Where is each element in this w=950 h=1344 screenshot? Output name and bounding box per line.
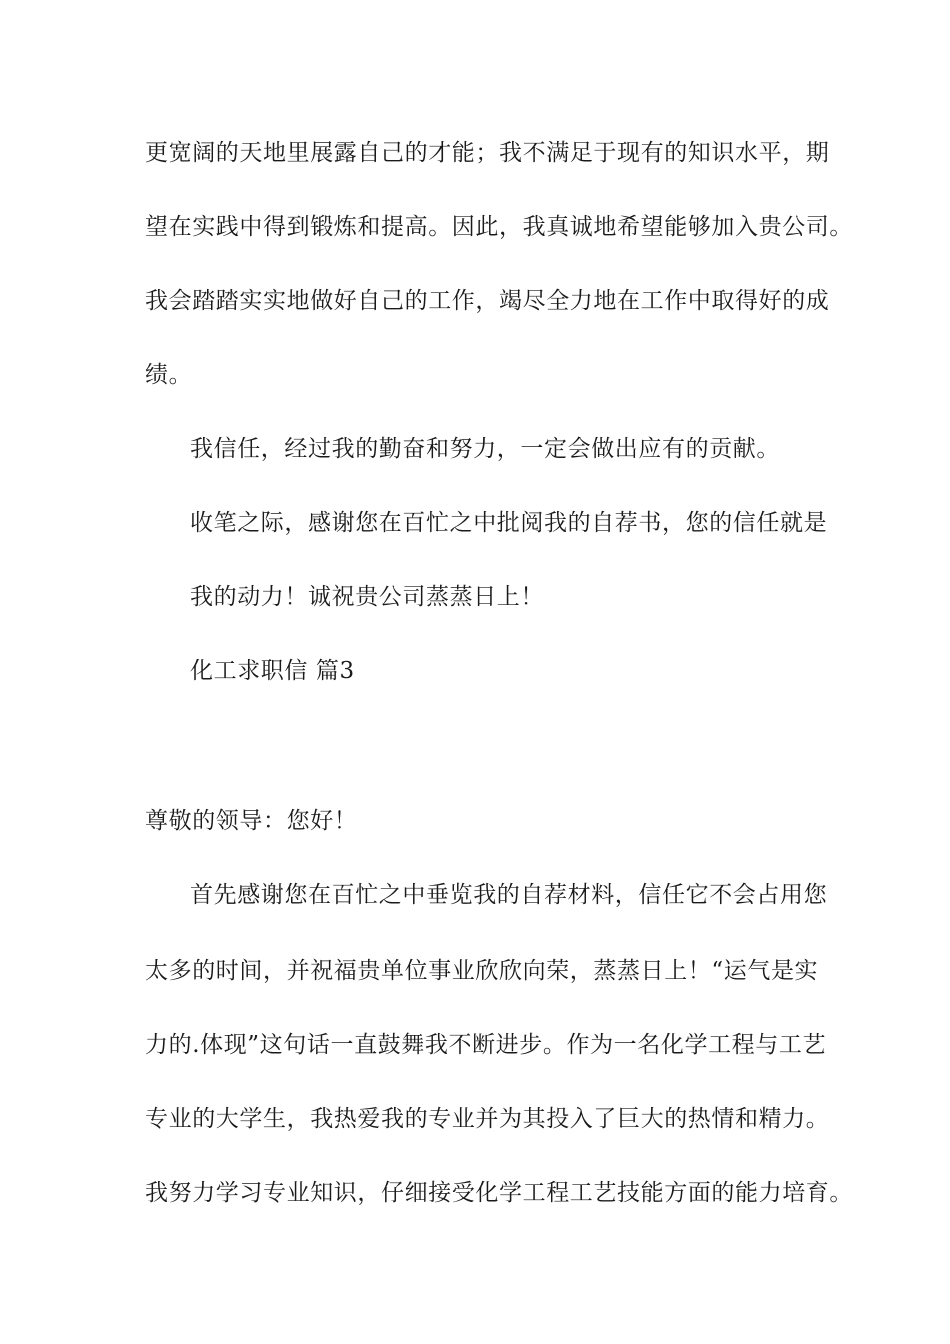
paragraph-line: 我努力学习专业知识，仔细接受化学工程工艺技能方面的能力培育。 <box>145 1180 853 1206</box>
paragraph-line: 专业的大学生，我热爱我的专业并为其投入了巨大的热情和精力。 <box>145 1106 830 1132</box>
paragraph-line: 更宽阔的天地里展露自己的才能；我不满足于现有的知识水平，期 <box>145 140 830 166</box>
paragraph-line: 我会踏踏实实地做好自己的工作，竭尽全力地在工作中取得好的成 <box>145 288 830 314</box>
section-heading: 化工求职信 篇3 <box>190 658 355 684</box>
paragraph-line: 望在实践中得到锻炼和提高。因此，我真诚地希望能够加入贵公司。 <box>145 214 853 240</box>
paragraph-line: 首先感谢您在百忙之中垂览我的自荐材料，信任它不会占用您 <box>190 882 828 908</box>
paragraph-line: 绩。 <box>145 362 193 388</box>
paragraph-line: 太多的时间，并祝福贵单位事业欣欣向荣，蒸蒸日上！“运气是实 <box>145 958 819 984</box>
salutation: 尊敬的领导：您好！ <box>145 808 358 834</box>
paragraph-line: 我的动力！诚祝贵公司蒸蒸日上！ <box>190 584 544 610</box>
paragraph-line: 我信任，经过我的勤奋和努力，一定会做出应有的贡献。 <box>190 436 780 462</box>
paragraph-line: 收笔之际，感谢您在百忙之中批阅我的自荐书，您的信任就是 <box>190 510 828 536</box>
paragraph-line: 力的.体现”这句话一直鼓舞我不断进步。作为一名化学工程与工艺 <box>145 1032 827 1058</box>
